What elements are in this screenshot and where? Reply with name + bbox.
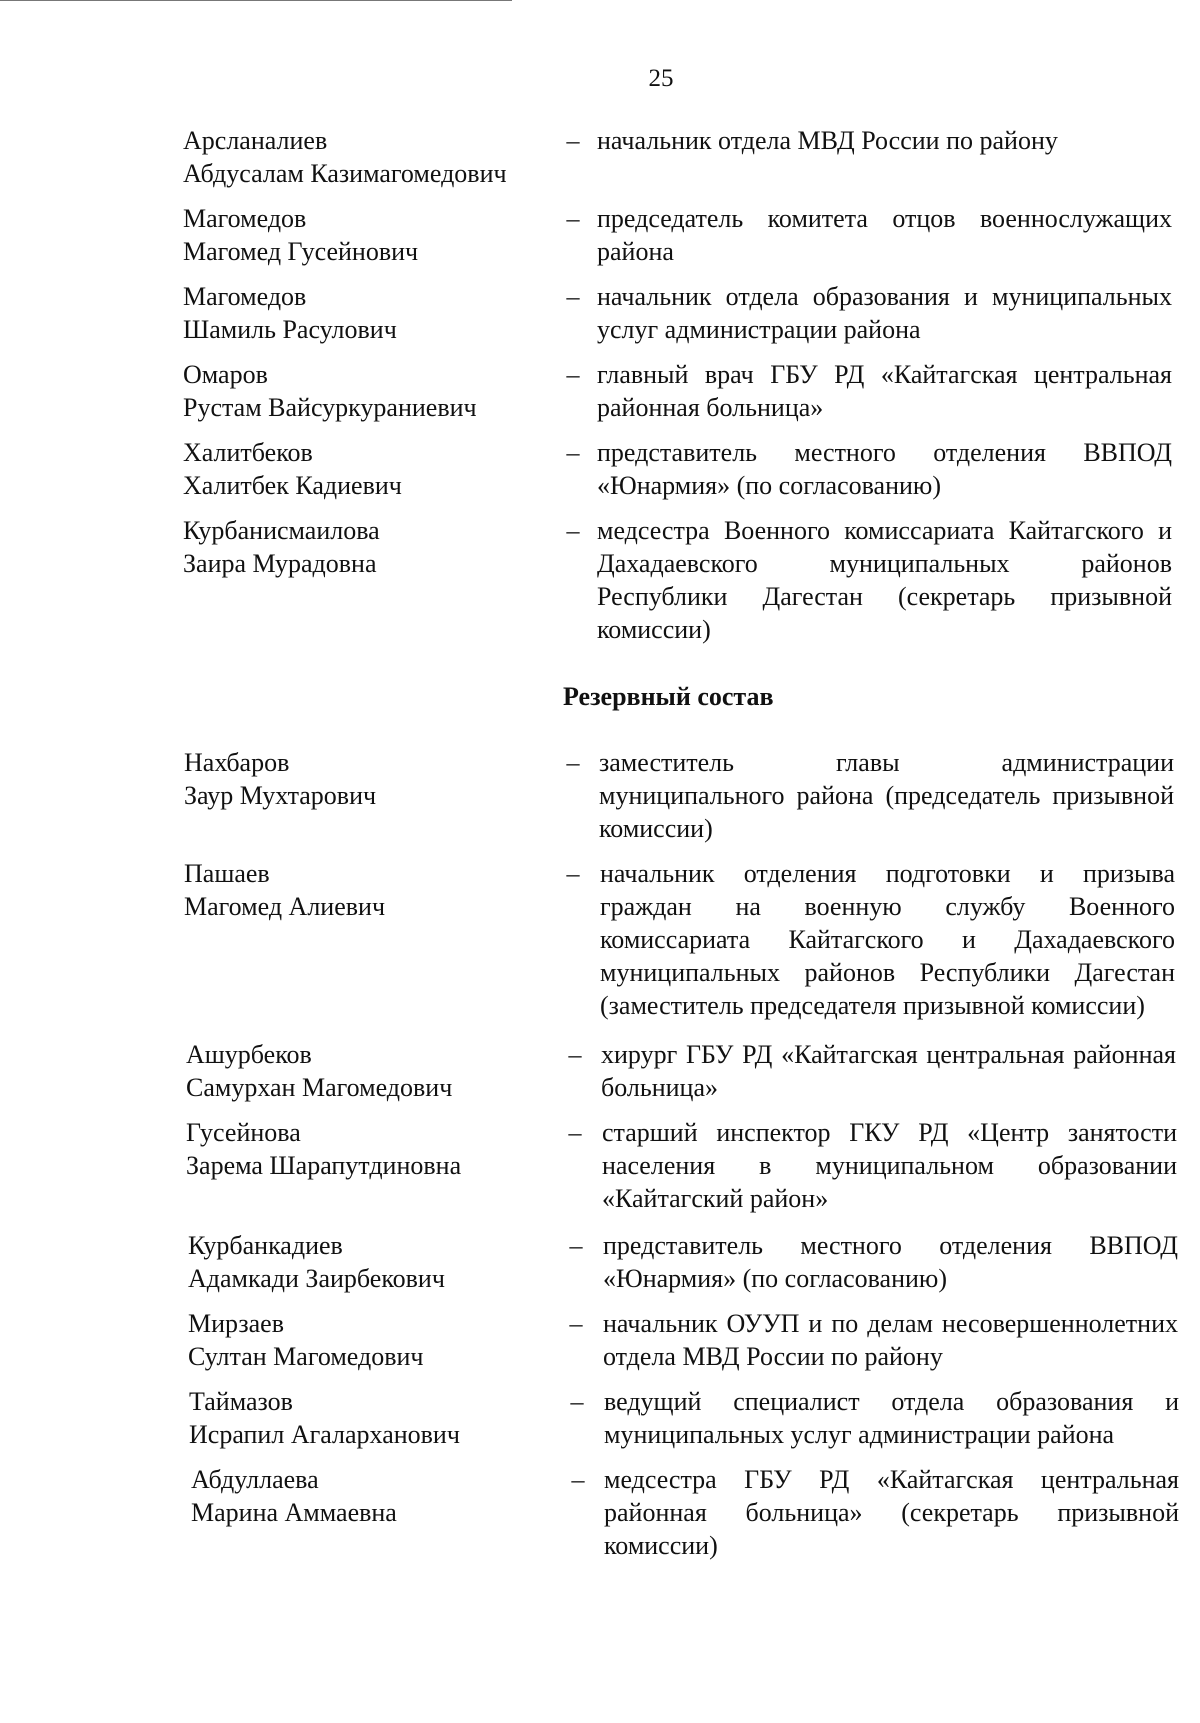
member-position: представитель местного отделения ВВПОД «Юнармия» (по согласованию): [603, 1231, 1178, 1293]
dash: –: [566, 516, 580, 545]
dash: –: [566, 748, 580, 777]
member-surname: Омаров: [183, 360, 268, 389]
member-surname: Ашурбеков: [186, 1040, 312, 1069]
section-title-reserve: Резервный состав: [563, 682, 774, 711]
member-surname: Халитбеков: [183, 438, 313, 467]
member-position: ведущий специалист отдела образования и муниципальных услуг администрации района: [604, 1387, 1179, 1449]
dash: –: [566, 126, 580, 155]
member-position: начальник ОУУП и по делам несовершеннолетних отдела МВД России по району: [603, 1309, 1178, 1371]
member-given-names: Исрапил Агаларханович: [189, 1420, 460, 1449]
member-position: председатель комитета отцов военнослужащих района: [597, 204, 1172, 266]
member-given-names: Магомед Гусейнович: [183, 237, 419, 266]
dash: –: [568, 1118, 582, 1147]
member-position: главный врач ГБУ РД «Кайтагская центральная районная больница»: [597, 360, 1172, 422]
dash: –: [568, 1040, 582, 1069]
member-surname: Гусейнова: [186, 1118, 301, 1147]
member-given-names: Рустам Вайсуркураниевич: [183, 393, 477, 422]
member-given-names: Зарема Шарапутдиновна: [186, 1151, 462, 1180]
member-surname: Арсланалиев: [183, 126, 328, 155]
member-surname: Магомедов: [183, 282, 307, 311]
member-position: хирург ГБУ РД «Кайтагская центральная районная больница»: [601, 1040, 1176, 1102]
member-given-names: Абдусалам Казимагомедович: [183, 159, 507, 188]
member-given-names: Халитбек Кадиевич: [183, 471, 402, 500]
page-number: 25: [648, 65, 674, 92]
member-surname: Магомедов: [183, 204, 307, 233]
member-given-names: Султан Магомедович: [188, 1342, 424, 1371]
scan-top-edge-line: [0, 0, 512, 1]
member-position: начальник отделения подготовки и призыва граждан на военную службу Военного комиссариата Кайтагского и Дахадаевского муниципальных районов Республики Дагестан (заместитель председателя призывной комиссии): [600, 859, 1175, 1020]
member-position: медсестра ГБУ РД «Кайтагская центральная районная больница» (секретарь призывной комиссии): [604, 1465, 1179, 1560]
member-given-names: Шамиль Расулович: [183, 315, 397, 344]
member-surname: Нахбаров: [184, 748, 290, 777]
member-surname: Абдуллаева: [191, 1465, 319, 1494]
member-given-names: Заур Мухтарович: [184, 781, 377, 810]
member-surname: Таймазов: [189, 1387, 293, 1416]
member-surname: Мирзаев: [188, 1309, 284, 1338]
dash: –: [566, 859, 580, 888]
member-position: начальник отдела образования и муниципальных услуг администрации района: [597, 282, 1172, 344]
dash: –: [566, 282, 580, 311]
member-surname: Пашаев: [184, 859, 270, 888]
member-given-names: Адамкади Заирбекович: [188, 1264, 445, 1293]
member-given-names: Заира Мурадовна: [183, 549, 377, 578]
member-given-names: Марина Аммаевна: [191, 1498, 397, 1527]
dash: –: [569, 1231, 583, 1260]
member-position: представитель местного отделения ВВПОД «Юнармия» (по согласованию): [597, 438, 1172, 500]
member-surname: Курбанисмаилова: [183, 516, 380, 545]
dash: –: [569, 1309, 583, 1338]
member-position: медсестра Военного комиссариата Кайтагского и Дахадаевского муниципальных районов Республики Дагестан (секретарь призывной комиссии): [597, 516, 1172, 644]
dash: –: [566, 204, 580, 233]
member-position: начальник отдела МВД России по району: [597, 126, 1058, 155]
member-surname: Курбанкадиев: [188, 1231, 343, 1260]
member-position: старший инспектор ГКУ РД «Центр занятости населения в муниципальном образовании «Кайтагский район»: [602, 1118, 1177, 1213]
dash: –: [571, 1465, 585, 1494]
dash: –: [566, 438, 580, 467]
dash: –: [570, 1387, 584, 1416]
member-given-names: Магомед Алиевич: [184, 892, 386, 921]
member-given-names: Самурхан Магомедович: [186, 1073, 453, 1102]
dash: –: [566, 360, 580, 389]
member-position: заместитель главы администрации муниципального района (председатель призывной комиссии): [599, 748, 1174, 843]
